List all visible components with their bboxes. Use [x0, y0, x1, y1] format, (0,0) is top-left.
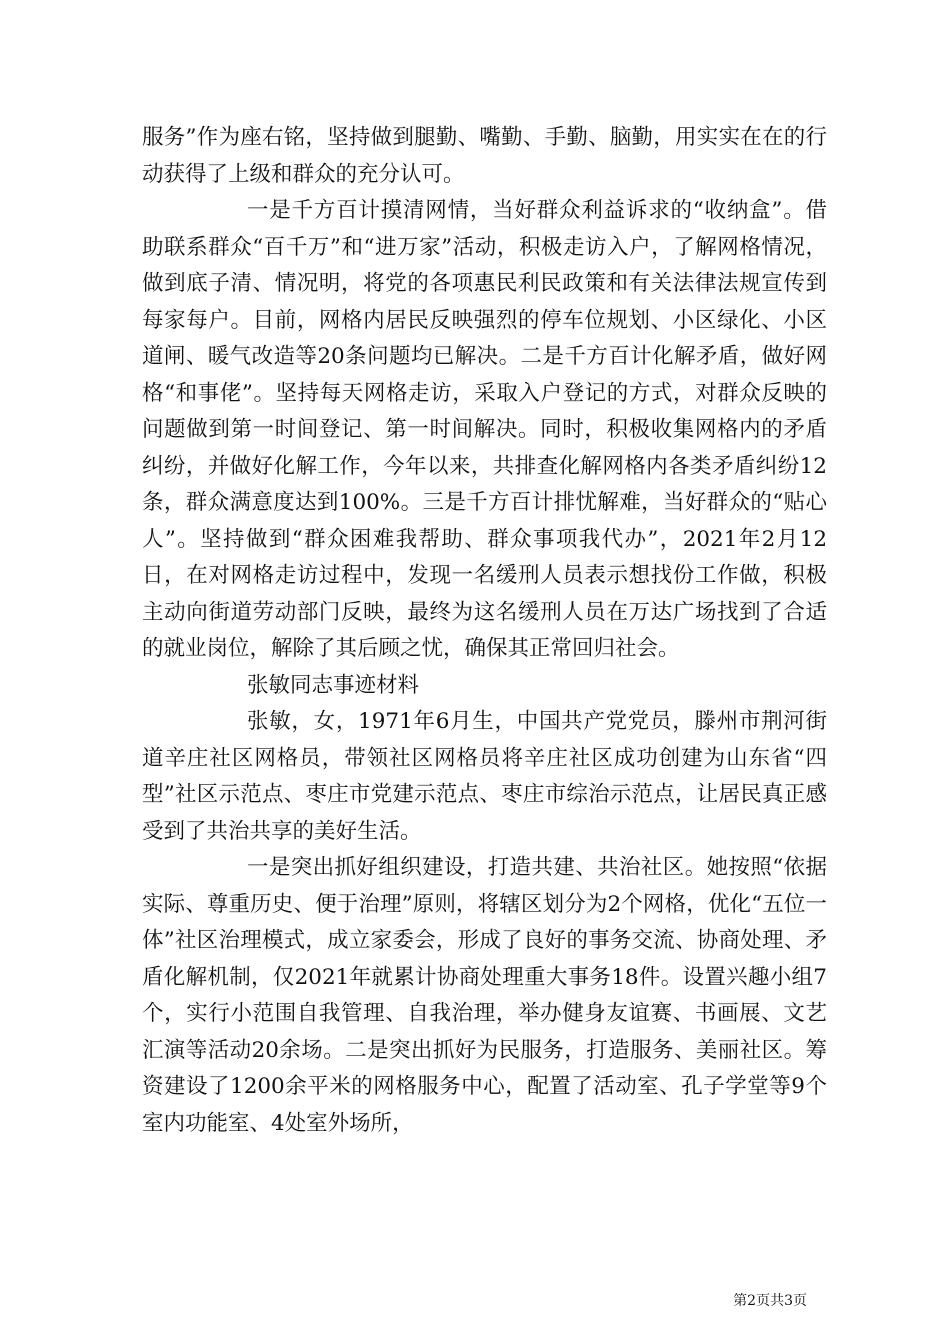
page-footer: 第2页共3页	[733, 1293, 807, 1309]
paragraph-grid-work: 一是千方百计摸清网情，当好群众利益诉求的“收纳盒”。借助联系群众“百千万”和“进万家”活动，积极走访入户，了解网格情况，做到底子清、情况明，将党的各项惠民利民政策和有关法律法规宣传到每家每户。目前，网格内居民反映强烈的停车位规划、小区绿化、小区道闸、暖气改造等20条问题均已解决。二是千方百计化解矛盾，做好网格“和事佬”。坚持每天网格走访，采取入户登记的方式，对群众反映的问题做到第一时间登记、第一时间解决。同时，积极收集网格内的矛盾纠纷，并做好化解工作，今年以来，共排查化解网格内各类矛盾纠纷12条，群众满意度达到100%。三是千方百计排忧解难，当好群众的“贴心人”。坚持做到“群众困难我帮助、群众事项我代办”，2021年2月12日，在对网格走访过程中，发现一名缓刑人员表示想找份工作做，积极主动向街道劳动部门反映，最终为这名缓刑人员在万达广场找到了合适的就业岗位，解除了其后顾之忧，确保其正常回归社会。	[142, 198, 827, 661]
paragraph-community-building: 一是突出抓好组织建设，打造共建、共治社区。她按照“依据实际、尊重历史、便于治理”原则，将辖区划分为2个网格，优化“五位一体”社区治理模式，成立家委会，形成了良好的事务交流、协商处理、矛盾化解机制，仅2021年就累计协商处理重大事务18件。设置兴趣小组7个，实行小范围自我管理、自我治理，举办健身友谊赛、书画展、文艺汇演等活动20余场。二是突出抓好为民服务，打造服务、美丽社区。筹资建设了1200余平米的网格服务中心，配置了活动室、孔子学堂等9个室内功能室、4处室外场所，	[142, 855, 827, 1136]
paragraph-continuation: 服务”作为座右铭，坚持做到腿勤、嘴勤、手勤、脑勤，用实实在在的行动获得了上级和群众的充分认可。	[142, 125, 827, 187]
section-title: 张敏同志事迹材料	[247, 672, 420, 698]
paragraph-intro: 张敏，女，1971年6月生，中国共产党党员，滕州市荆河街道辛庄社区网格员，带领社区网格员将辛庄社区成功创建为山东省“四型”社区示范点、枣庄市党建示范点、枣庄市综治示范点，让居民真正感受到了共治共享的美好生活。	[142, 709, 827, 844]
document-body	[142, 120, 827, 1142]
